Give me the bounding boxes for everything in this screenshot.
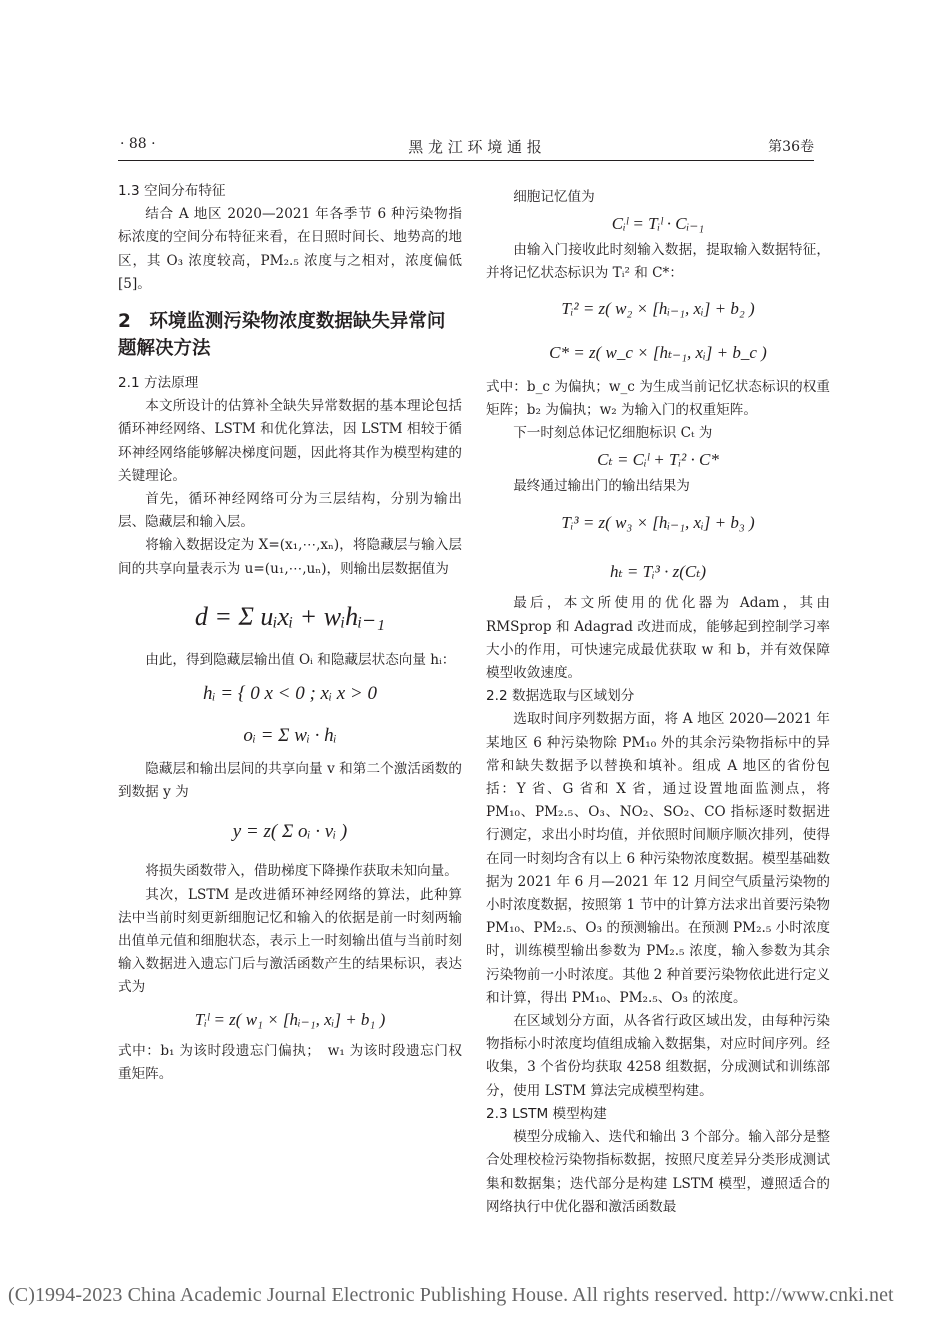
- paragraph: 式中：b_c 为偏执；w_c 为生成当前记忆状态标识的权重矩阵；b₂ 为偏执；w₂ 为输入门的权重矩阵。: [486, 378, 830, 418]
- equation-candidate: C* = z( w_c × [hₜ₋₁, xᵢ] + b_c ): [549, 342, 767, 362]
- paragraph: 模型分成输入、迭代和输出 3 个部分。输入部分是整合处理校检污染物指标数据，按照尺度差异分类形成测试集和数据集；迭代部分是构建 LSTM 模型，遵照适合的网络执行中优化器和激活函数最: [486, 1129, 830, 1215]
- copyright-footer: (C)1994-2023 China Academic Journal Electronic Publishing House. All rights reserved. http://www.cnki.net: [8, 1284, 894, 1306]
- paragraph: 选取时间序列数据方面，将 A 地区 2020—2021 年某地区 6 种污染物除 PM₁₀ 外的其余污染物指标中的异常和缺失数据予以替换和填补。组成 A 地区的省份包括：Y 省、G 省和 X 省，通过设置地面监测点，将 PM₁₀、PM₂.₅、O₃、NO₂、SO₂、CO 指标逐时数据进行测定，求出小时均值，并依照时间顺序顺次排列，使得在同一时刻均含有以上 6 种污染物浓度数据。模型基础数据为 2021 年 6 月—2021 年 12 月间空气质量污染物的小时浓度数据，按照第 1 节中的计算方法求出首要污染物 PM₁₀、PM₂.₅、O₃ 的预测输出。在预测 PM₂.₅ 小时浓度时，训练模型输出参数为 PM₂.₅ 浓度，输入参数为其余污染物前一小时浓度。其他 2 种首要污染物依此进行定义和计算，得出 PM₁₀、PM₂.₅、O₃ 的浓度。: [486, 711, 830, 1006]
- equation-forget-gate: Tᵢˡ = z( w₁ × [hᵢ₋₁, xᵢ] + b₁ ): [194, 1009, 386, 1029]
- volume-label: 第36卷: [768, 139, 814, 155]
- paragraph: 由此，得到隐藏层输出值 Oᵢ 和隐藏层状态向量 hᵢ：: [145, 651, 456, 668]
- equation-hidden-update: hₜ = Tᵢ³ · z(Cₜ): [609, 562, 707, 582]
- paragraph: 由输入门接收此时刻输入数据，提取输入数据特征，并将记忆状态标识为 Tᵢ² 和 C*：: [486, 242, 830, 282]
- equation-output: d = Σ uᵢxᵢ + wᵢhᵢ₋₁: [194, 601, 386, 631]
- left-column: [118, 180, 462, 1086]
- paragraph: 最终通过输出门的输出结果为: [513, 478, 690, 495]
- section-2-1-title: 2.1 方法原理: [118, 375, 199, 392]
- paragraph: 首先，循环神经网络可分为三层结构，分别为输出层、隐藏层和输入层。: [118, 491, 462, 531]
- equation-cell-state: Cₜ = Cᵢˡ + Tᵢ² · C*: [597, 450, 719, 470]
- equation-cell-memory: Cᵢˡ = Tᵢˡ · Cᵢ₋₁: [611, 214, 705, 234]
- paragraph: 式中：b₁ 为该时段遗忘门偏执； w₁ 为该时段遗忘门权重矩阵。: [118, 1042, 462, 1082]
- page-number: · 88 ·: [120, 136, 156, 152]
- paragraph: 细胞记忆值为: [513, 189, 595, 205]
- paragraph: 本文所设计的估算补全缺失异常数据的基本理论包括循环神经网络、LSTM 和优化算法，因 LSTM 相较于循环神经网络能够解决梯度问题，因此将其作为模型构建的关键理论。: [118, 398, 462, 484]
- section-2-2-title: 2.2 数据选取与区域划分: [486, 688, 635, 705]
- paragraph: 结合 A 地区 2020—2021 年各季节 6 种污染物指标浓度的空间分布特征来看，在日照时间长、地势高的地区，其 O₃ 浓度较高，PM₂.₅ 浓度与之相对，浓度偏低 [5]。: [118, 206, 462, 292]
- equation-activation: y = z( Σ oᵢ · vᵢ ): [232, 821, 348, 843]
- section-2-title: 2 环境监测污染物浓度数据缺失异常问题解决方法: [118, 311, 446, 360]
- section-2-3-title: 2.3 LSTM 模型构建: [486, 1105, 607, 1122]
- right-column: [486, 186, 830, 1219]
- section-1-3-title: 1.3 空间分布特征: [118, 183, 226, 199]
- equation-output-gate: Tᵢ³ = z( w₃ × [hᵢ₋₁, xᵢ] + b₃ ): [561, 513, 755, 533]
- paragraph: 将输入数据设定为 X=(x₁,⋯,xₙ)，将隐藏层与输入层间的共享向量表示为 u=(u₁,⋯,uₙ)，则输出层数据值为: [118, 537, 462, 577]
- journal-title: 黑 龙 江 环 境 通 报: [408, 138, 542, 156]
- paragraph: 将损失函数带入，借助梯度下降操作获取未知向量。: [145, 863, 458, 880]
- paragraph: 在区域划分方面，从各省行政区域出发，由每种污染物指标小时浓度均值组成输入数据集，对应时间序列。经收集，3 个省份均获取 4258 组数据，分成测试和训练部分，使用 LSTM 算法完成模型构建。: [486, 1013, 830, 1099]
- equation-input-gate: Tᵢ² = z( w₂ × [hᵢ₋₁, xᵢ] + b₂ ): [561, 298, 755, 318]
- paragraph: 其次，LSTM 是改进循环神经网络的算法，此种算法中当前时刻更新细胞记忆和输入的依据是前一时刻两输出值单元值和细胞状态，表示上一时刻输出值与当前时刻输入数据进入遗忘门后与激活函数产生的结果标识，表达式为: [118, 886, 462, 996]
- paragraph: 最后，本文所使用的优化器为 Adam，其由 RMSprop 和 Adagrad 改进而成，能够起到控制学习率大小的作用，可快速完成最优获取 w 和 b，并有效保障模型收敛速度。: [486, 595, 830, 682]
- header-rule: [118, 160, 814, 161]
- paragraph: 下一时刻总体记忆细胞标识 Cₜ 为: [513, 425, 713, 442]
- paragraph: 隐藏层和输出层间的共享向量 v 和第二个激活函数的到数据 y 为: [118, 761, 462, 801]
- equation-hidden-output: oᵢ = Σ wᵢ · hᵢ: [243, 725, 337, 747]
- equation-hidden-state: hᵢ = { 0 x < 0 ; xᵢ x > 0: [203, 683, 377, 705]
